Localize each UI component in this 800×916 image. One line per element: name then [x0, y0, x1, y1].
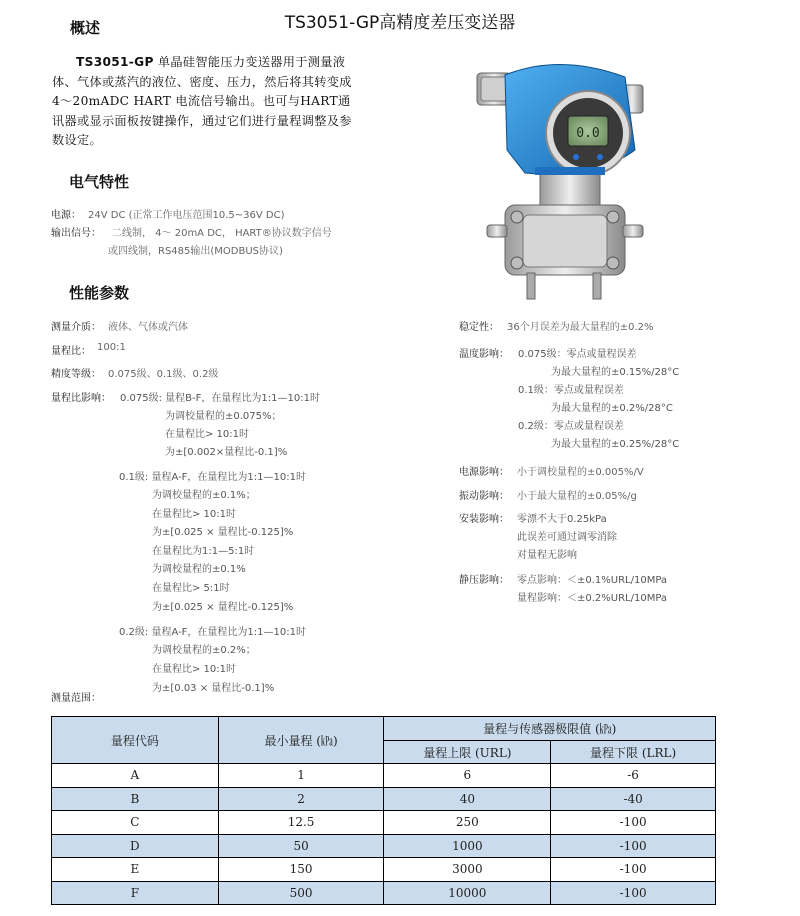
g075-line: 为调校量程的±0.075%；: [165, 411, 282, 422]
table-row: [52, 764, 716, 788]
output-line1: 二线制， 4～ 20mA DC， HART®协议数字信号: [112, 228, 332, 239]
cell-code: F: [52, 881, 219, 905]
g01-line: 在量程比为1:1—5:1时: [152, 546, 255, 557]
install-line: 此误差可通过调零消除: [517, 532, 617, 543]
cell-lrl: -100: [551, 834, 716, 858]
install-line: 零漂不大于0.25kPa: [517, 514, 607, 525]
header-code: 量程代码: [52, 717, 219, 764]
output-line2: 或四线制，RS485输出(MODBUS协议): [108, 246, 283, 257]
static-line: 零点影响：＜±0.1%URL/10MPa: [517, 575, 668, 586]
cell-min: 50: [218, 834, 384, 858]
temp-line: 0.2级：零点或量程误差: [518, 421, 624, 432]
overview-text: [52, 53, 352, 151]
cell-code: C: [52, 811, 219, 835]
cell-min: 1: [218, 764, 384, 788]
electrical-heading: 电气特性: [69, 173, 130, 191]
range-label: 测量范围：: [51, 693, 101, 704]
vibration-value: 小于最大量程的±0.05%/g: [517, 491, 637, 502]
cell-min: 150: [218, 858, 384, 882]
static-label: 静压影响：: [459, 575, 509, 586]
cell-code: A: [52, 764, 219, 788]
lcd-readout: 0.0: [576, 126, 600, 141]
table-row: [52, 881, 716, 905]
table-row: [52, 834, 716, 858]
install-label: 安装影响：: [459, 514, 509, 525]
table-row: [52, 858, 716, 882]
accuracy-label: 精度等级：: [51, 369, 101, 380]
vibration-label: 振动影响：: [459, 491, 509, 502]
cell-url: 1000: [384, 834, 551, 858]
g02-line: 为调校量程的±0.2%；: [152, 645, 256, 656]
cell-lrl: -100: [551, 858, 716, 882]
cell-url: 40: [384, 787, 551, 811]
g02-line: 0.2级: 量程A-F，在量程比为1:1—10:1时: [119, 627, 306, 638]
g01-line: 为±[0.025 × 量程比-0.125]%: [152, 527, 294, 538]
temp-line: 0.075级：零点或量程误差: [518, 349, 637, 360]
g02-line: 为±[0.03 × 量程比-0.1]%: [152, 683, 275, 694]
cell-lrl: -100: [551, 881, 716, 905]
cell-min: 2: [218, 787, 384, 811]
table-row: [52, 811, 716, 835]
header-url: 量程上限 (URL): [384, 741, 551, 764]
power-effect-label: 电源影响：: [459, 467, 509, 478]
cell-lrl: -40: [551, 787, 716, 811]
header-limit: 量程与传感器极限值 (㎪): [384, 717, 716, 741]
g075-line: 0.075级: 量程B-F，在量程比为1:1—10:1时: [120, 393, 320, 404]
header-min: 最小量程 (㎪): [218, 717, 384, 764]
temp-line: 为最大量程的±0.15%/28°C: [551, 367, 680, 378]
ratio-label: 量程比：: [51, 346, 91, 357]
temp-label: 温度影响：: [459, 349, 509, 360]
medium-label: 测量介质：: [51, 322, 101, 333]
ratio-value: 100:1: [97, 342, 126, 353]
accuracy-value: 0.075级、0.1级、0.2级: [108, 369, 219, 380]
temp-line: 为最大量程的±0.2%/28°C: [551, 403, 673, 414]
page-title: TS3051-GP高精度差压变送器: [284, 13, 516, 33]
power-label: 电源：: [51, 210, 81, 221]
temp-line: 0.1级：零点或量程误差: [518, 385, 624, 396]
cell-url: 10000: [384, 881, 551, 905]
medium-value: 液体、气体或汽体: [108, 322, 188, 333]
cell-lrl: -6: [551, 764, 716, 788]
power-value: 24V DC (正常工作电压范围10.5~36V DC): [88, 210, 285, 221]
g02-line: 在量程比> 10:1时: [152, 664, 237, 675]
cell-url: 3000: [384, 858, 551, 882]
ratio-effect-label: 量程比影响：: [51, 393, 111, 404]
g01-line: 为调校量程的±0.1%；: [152, 490, 256, 501]
stability-label: 稳定性：: [459, 322, 499, 333]
power-effect-value: 小于调校量程的±0.005%/V: [517, 467, 644, 478]
output-label: 输出信号：: [51, 228, 101, 239]
cell-code: D: [52, 834, 219, 858]
cell-code: E: [52, 858, 219, 882]
cell-min: 12.5: [218, 811, 384, 835]
g01-line: 0.1级: 量程A-F，在量程比为1:1—10:1时: [119, 472, 306, 483]
install-line: 对量程无影响: [517, 550, 577, 561]
overview-body: 单晶硅智能压力变送器用于测量液体、气体或蒸汽的液位、密度、压力，然后将其转变成4～20mADC HART 电流信号输出。也可与HART通讯器或显示面板按键操作，通过它们进行量程调整及参数设定。: [52, 55, 352, 147]
cell-url: 250: [384, 811, 551, 835]
cell-url: 6: [384, 764, 551, 788]
g01-line: 为±[0.025 × 量程比-0.125]%: [152, 602, 294, 613]
temp-line: 为最大量程的±0.25%/28°C: [551, 439, 680, 450]
performance-heading: 性能参数: [69, 284, 130, 302]
transmitter-image: [465, 55, 655, 305]
stability-value: 36个月误差为最大量程的±0.2%: [507, 322, 654, 333]
g01-line: 为调校量程的±0.1%: [152, 564, 246, 575]
cell-lrl: -100: [551, 811, 716, 835]
g01-line: 在量程比> 5:1时: [152, 583, 230, 594]
g075-line: 为±[0.002×量程比-0.1]%: [165, 447, 288, 458]
table-row: [52, 787, 716, 811]
static-line: 量程影响：＜±0.2%URL/10MPa: [517, 593, 668, 604]
range-table: [51, 716, 716, 905]
cell-code: B: [52, 787, 219, 811]
overview-heading: 概述: [70, 19, 101, 37]
cell-min: 500: [218, 881, 384, 905]
header-lrl: 量程下限 (LRL): [551, 741, 716, 764]
model-name: TS3051-GP: [76, 55, 154, 69]
g075-line: 在量程比> 10:1时: [165, 429, 250, 440]
g01-line: 在量程比> 10:1时: [152, 509, 237, 520]
